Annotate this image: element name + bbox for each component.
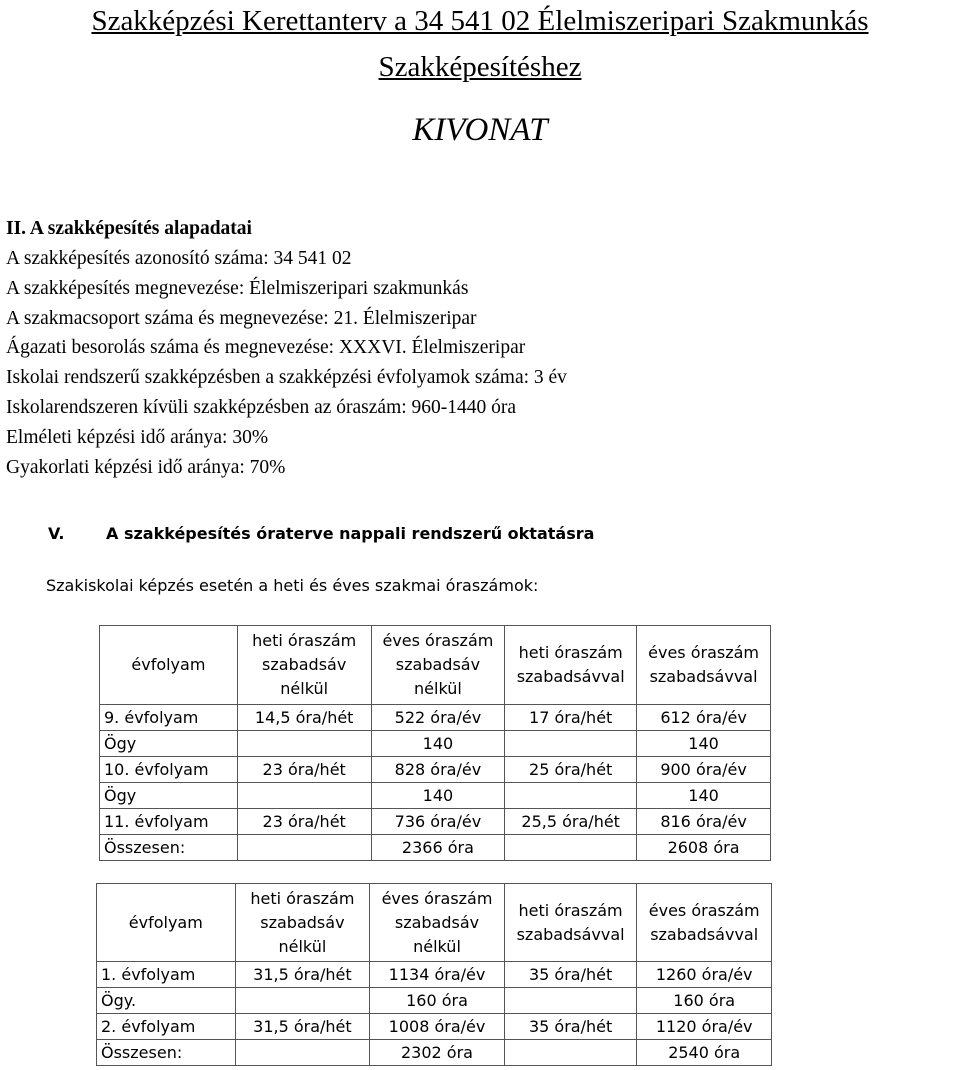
column-header-line: éves óraszám: [648, 643, 759, 662]
basic-data-line: Elméleti képzési idő aránya: 30%: [6, 426, 269, 448]
basic-data-line: Gyakorlati képzési idő aránya: 70%: [6, 456, 286, 478]
column-header-line: szabadsávval: [516, 667, 625, 686]
column-header-line: heti óraszám: [252, 631, 357, 650]
table-cell: 17 óra/hét: [505, 705, 637, 731]
table-cell: 11. évfolyam: [100, 809, 238, 835]
table-row: [97, 988, 772, 1014]
table-cell: 828 óra/év: [371, 757, 505, 783]
column-header-line: szabadsáv: [260, 912, 345, 932]
table-cell: 31,5 óra/hét: [235, 1014, 370, 1040]
table-cell: 1260 óra/év: [637, 962, 772, 988]
table-cell: [235, 988, 370, 1014]
table-row: [100, 809, 771, 835]
column-header-line: szabadsáv: [262, 655, 347, 674]
table-row: [97, 962, 772, 988]
section-v-number: V.: [48, 524, 65, 543]
table-row: [100, 731, 771, 757]
table-cell: [237, 835, 371, 861]
document-title-line-2: Szakképesítéshez: [378, 51, 582, 83]
table-cell: 31,5 óra/hét: [235, 962, 370, 988]
table-cell: 2540 óra: [637, 1040, 772, 1066]
basic-data-line: A szakképesítés megnevezése: Élelmiszeripari szakmunkás: [6, 277, 469, 299]
column-header-line: nélkül: [414, 679, 462, 698]
column-header-line: szabadsávval: [516, 924, 625, 944]
table-cell: 23 óra/hét: [237, 757, 371, 783]
column-header: [100, 626, 238, 705]
column-header: [637, 626, 771, 705]
table-header-row: [100, 626, 771, 705]
table-cell: 2608 óra: [637, 835, 771, 861]
hours-table-second: [96, 883, 772, 1066]
basic-data-line: Iskolarendszeren kívüli szakképzésben az óraszám: 960-1440 óra: [6, 396, 517, 418]
table-row: [100, 783, 771, 809]
table-header-row: [97, 884, 772, 962]
basic-data-heading: II. A szakképesítés alapadatai: [6, 218, 252, 239]
basic-data-line: Ágazati besorolás száma és megnevezése: XXXVI. Élelmiszeripar: [6, 337, 526, 359]
column-header-line: szabadsávval: [649, 667, 758, 686]
table-cell: 140: [637, 783, 771, 809]
column-header-line: szabadsáv: [394, 912, 480, 932]
table-cell: [235, 1040, 370, 1066]
column-header-line: évfolyam: [128, 912, 203, 932]
column-header: [97, 884, 236, 962]
table-cell: 736 óra/év: [371, 809, 505, 835]
table-cell: [505, 783, 637, 809]
table-cell: 35 óra/hét: [504, 1014, 637, 1040]
kivonat-heading: KIVONAT: [412, 112, 548, 148]
section-v-subheading: Szakiskolai képzés esetén a heti és éves szakmai óraszámok:: [46, 576, 539, 595]
table-cell: Ögy: [100, 783, 238, 809]
basic-data-line: A szakmacsoport száma és megnevezése: 21. Élelmiszeripar: [6, 307, 477, 329]
table-cell: 140: [637, 731, 771, 757]
table-cell: 1134 óra/év: [370, 962, 505, 988]
column-header-line: heti óraszám: [250, 888, 355, 908]
column-header-line: éves óraszám: [648, 900, 760, 920]
table-cell: Ögy: [100, 731, 238, 757]
table-cell: 9. évfolyam: [100, 705, 238, 731]
table-header: [100, 626, 771, 705]
table-body: [97, 962, 772, 1066]
table-cell: [237, 783, 371, 809]
table-body: [100, 705, 771, 861]
table-cell: 14,5 óra/hét: [237, 705, 371, 731]
column-header-line: szabadsávval: [650, 924, 759, 944]
column-header-line: évfolyam: [131, 655, 206, 674]
table-cell: 23 óra/hét: [237, 809, 371, 835]
table-cell: [505, 731, 637, 757]
basic-data-section: [6, 214, 567, 482]
basic-data-line: A szakképesítés azonosító száma: 34 541 02: [6, 248, 352, 269]
column-header: [371, 626, 505, 705]
column-header-line: nélkül: [280, 679, 329, 698]
hours-table-vocational: [99, 625, 771, 861]
table-cell: Ögy.: [97, 988, 236, 1014]
column-header-line: heti óraszám: [518, 643, 623, 662]
table-row: [100, 705, 771, 731]
table-cell: 25,5 óra/hét: [505, 809, 637, 835]
column-header: [504, 884, 637, 962]
table-cell: 2302 óra: [370, 1040, 505, 1066]
table-row: [100, 757, 771, 783]
table-cell: 140: [371, 731, 505, 757]
table-cell: 612 óra/év: [637, 705, 771, 731]
column-header-line: heti óraszám: [518, 900, 623, 920]
table-row: [97, 1014, 772, 1040]
column-header: [637, 884, 772, 962]
section-v-heading: [48, 524, 594, 543]
table-cell: 10. évfolyam: [100, 757, 238, 783]
table-header: [97, 884, 772, 962]
column-header: [505, 626, 637, 705]
table-cell: [505, 835, 637, 861]
table-cell: Összesen:: [100, 835, 238, 861]
column-header-line: éves óraszám: [382, 631, 494, 650]
table-cell: [237, 731, 371, 757]
column-header-line: éves óraszám: [381, 888, 493, 908]
table-cell: 25 óra/hét: [505, 757, 637, 783]
basic-data-line: Iskolai rendszerű szakképzésben a szakképzési évfolyamok száma: 3 év: [6, 367, 567, 389]
table-cell: 1120 óra/év: [637, 1014, 772, 1040]
table-cell: [504, 988, 637, 1014]
column-header: [370, 884, 505, 962]
table-cell: 140: [371, 783, 505, 809]
column-header-line: nélkül: [278, 936, 327, 956]
table-cell: [504, 1040, 637, 1066]
table-cell: 1008 óra/év: [370, 1014, 505, 1040]
table-row: [97, 1040, 772, 1066]
table-cell: 160 óra: [370, 988, 505, 1014]
table-cell: 35 óra/hét: [504, 962, 637, 988]
table-cell: Összesen:: [97, 1040, 236, 1066]
column-header-line: nélkül: [413, 936, 461, 956]
table-cell: 160 óra: [637, 988, 772, 1014]
table-cell: 2. évfolyam: [97, 1014, 236, 1040]
document-title-line-1: Szakképzési Kerettanterv a 34 541 02 Élelmiszeripari Szakmunkás: [91, 5, 869, 37]
table-row: [100, 835, 771, 861]
table-cell: 2366 óra: [371, 835, 505, 861]
section-v-title: A szakképesítés óraterve nappali rendszerű oktatásra: [106, 524, 595, 543]
table-cell: 1. évfolyam: [97, 962, 236, 988]
column-header: [235, 884, 370, 962]
table-cell: 816 óra/év: [637, 809, 771, 835]
column-header: [237, 626, 371, 705]
table-cell: 522 óra/év: [371, 705, 505, 731]
table-cell: 900 óra/év: [637, 757, 771, 783]
column-header-line: szabadsáv: [395, 655, 481, 674]
